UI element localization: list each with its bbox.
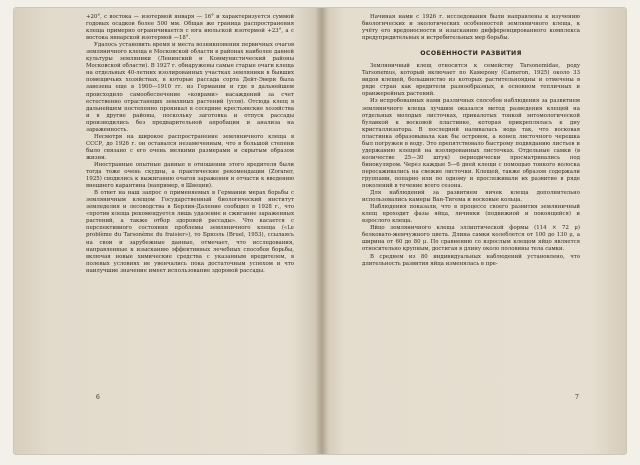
book-fold bbox=[315, 8, 329, 454]
left-page-text bbox=[86, 14, 294, 275]
paragraph: Иностранные опытные данные в отношении этого вредителя были тогда тоже очень скудны, а практические рекомендации (Zoraner, 1925) сводились к выжиганию очагов заражения и отчасти к введению внешнего карантина (например, в Швеции). bbox=[86, 161, 294, 190]
page-number-left: 6 bbox=[96, 394, 100, 401]
right-page bbox=[362, 14, 580, 268]
paragraph: Наблюдения показали, что в процессе своего развития земляничный клещ проходит фазы яйца, личинки (подвижной и покоящейся) и взрослого клеща. bbox=[362, 204, 580, 225]
left-page bbox=[86, 14, 294, 275]
page-number-right: 7 bbox=[575, 394, 579, 401]
paragraph: Несмотря на широкое распространение земляничного клеща в СССР, до 1926 г. он оставался незамеченным, что в большой степени было связано с его очень мелкими размерами и скрытым образом жизни. bbox=[86, 133, 294, 161]
paragraph: Из испробованных нами различных способов наблюдения за развитием земляничного клеща лучшим оказался метод разведения клещей на отдельных молодых листочках, прикалотых тонкой энтомологической булавкой к восковой пластинке, которая прикреплялась к дну кристаллизатора. В последний наливалась вода так, что восковая пластинка образовывала как бы островок, а конец листочного черешка был погружен в воду. Это препятствовало быстрому подвяданию листьев и удержанию клещей на изолированных листочках. Отдельные самки (в количестве 25—30 штук) периодически просматривались под бинокуляром. Через каждые 5—6 дней клещи с помощью тонкого волоска пересаживались на свежие листочки. Клещей, также образом содержали группами, попарно или по одному и прослеживали их развитие в ряде поколений в течение всего сезона. bbox=[362, 98, 580, 190]
paragraph: Яйцо земляничного клеща эллиптической формы (114 × 72 μ) белковато-жемчужного цвета. Длина самки колеблется от 100 до 130 μ, а ширина от 60 до 80 μ. По сравнению со взрослым клещом яйцо является относительно крупным, достигая в длину около половины тела самки. bbox=[362, 225, 580, 253]
section-heading: ОСОБЕННОСТИ РАЗВИТИЯ bbox=[420, 50, 522, 58]
right-page-text bbox=[362, 14, 580, 268]
paragraph: Для наблюдений за развитием яичек клеща дополнительно использовались камеры Ван-Тигема и восковые кольца. bbox=[362, 190, 580, 204]
paragraph: +20°, с востока — изотермой января — 16° и характеризуется суммой годовых осадков более 500 мм. Общая же граница распространения клеща примерно ограничивается с юга июльской изотермой +23°, а с востока январской изотермой —18°. bbox=[86, 14, 294, 42]
paragraph: В среднем из 80 индивидуальных наблюдений установлено, что длительность развития яйца изменялась в пре- bbox=[362, 253, 580, 267]
paragraph: Земляничный клещ относится к семейству Tarsonemidae, роду Tarsonemus, который включает по Камерону (Cameron, 1925) около 33 видов клещей, большинство из которых растительноядны и отмечены в ряде стран как вредители разнообразных, в основном тепличных и оранжерейных растений. bbox=[362, 63, 580, 98]
paragraph: Удалось установить время и места возникновения первичных очагов земляничного клеща в Московской области в районах наиболее давней культуры земляники (Ленинский и Коммунистический районы Московской области). В 1927 г. обнаружены самые старые очаги клеща на отдельных 40-летних изолированных участках земляники в бывших помещичьих хозяйствах, в которые рассада сорта Дейт-Эвери была завезена еще в 1900—1910 гг. из Германии и где в дальнейшем происходило самообеспечение «коврами» насаждений за счет естественно отрастающих земляных растений (усов). Отсюда клещ в дальнейшем постепенно проникал в соседние крестьянские хозяйства и в другие районы, поскольку заготовка и отпуск рассады производились без предварительной апробации и анализа на зараженность. bbox=[86, 42, 294, 133]
paragraph: Начиная нами с 1926 г. исследования были направлены к изучению биологических и экологических особенностей земляничного клеща, к учёту его вредоносности и изысканию дифференцированного комплекса предупредительных и истребительных мер борьбы. bbox=[362, 14, 580, 42]
paragraph: В ответ на наш запрос о применяемых в Германии мерах борьбы с земляничным клещом Государственный биологический институт земледелия и лесоводства в Берлин-Даление сообщил в 1928 г., что «против клеща рекомендуется лишь удаление и сжигание зараженных растений, а также отбор здоровой рассады». Что касается с перспективного состояния проблемы земляничного клеща («Le problème du Tarsonème du fraisier»), то Брюэль (Bruel, 1953), ссылаясь на свои и зарубежные данные, отмечает, что исследования, направленные к изысканию эффективных лечебных способов борьбы, включая новые химические средства с указанным вредителем, в полевых условиях не увенчались пока достаточным успехом и что наилучшие значение имеет использование здоровой рассады. bbox=[86, 190, 294, 274]
